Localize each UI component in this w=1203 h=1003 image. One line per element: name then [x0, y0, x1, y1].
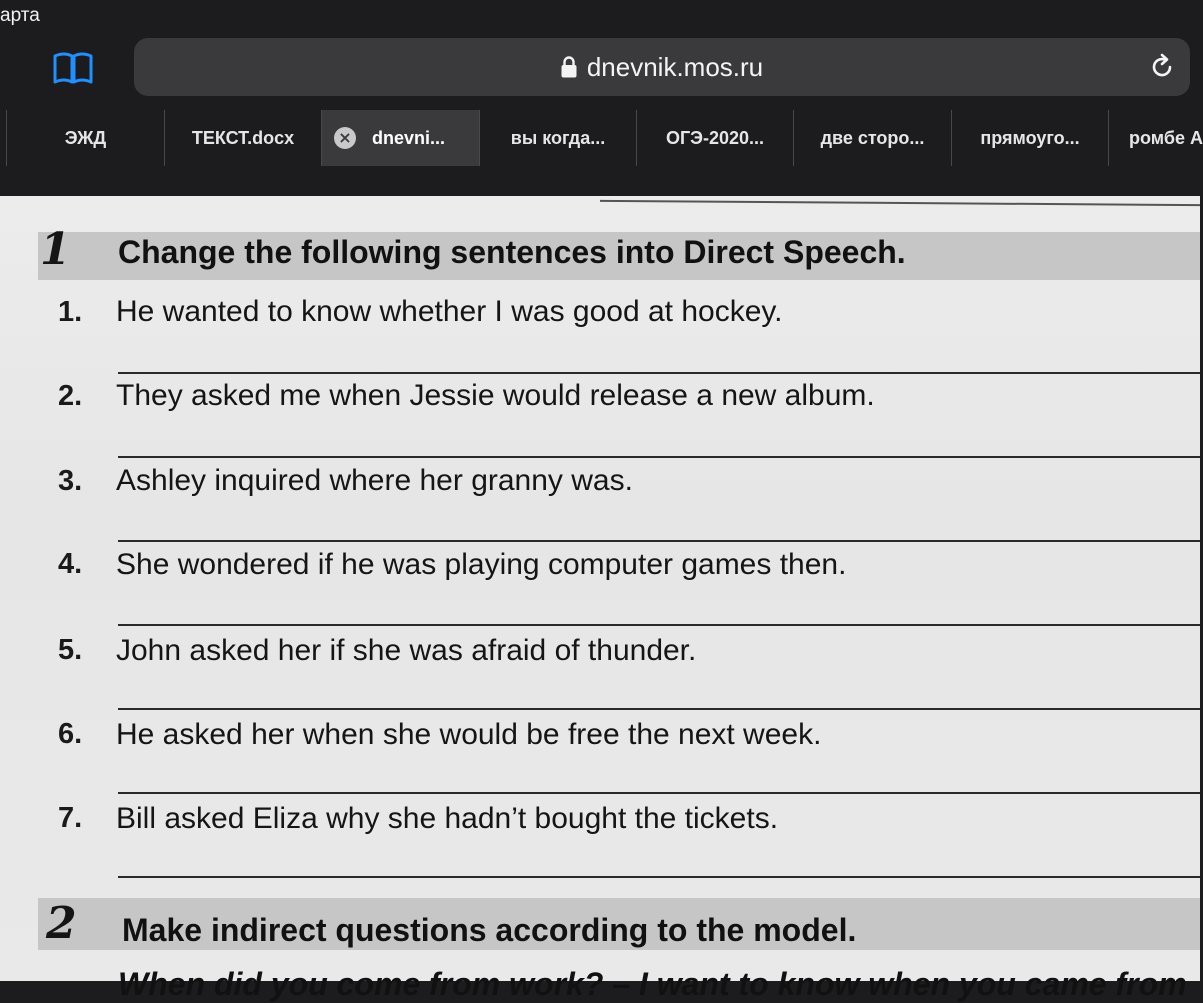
item-sentence: He asked her when she would be free the next week.: [116, 718, 822, 751]
exercise1-title: Change the following sentences into Direct Speech.: [118, 234, 906, 270]
tab-rombe[interactable]: [1108, 110, 1203, 166]
address-content: [134, 38, 1190, 96]
tab-dve-storony[interactable]: [793, 110, 951, 166]
url-text: dnevnik.mos.ru: [586, 51, 764, 82]
item-number: 6.: [58, 718, 83, 750]
book-icon[interactable]: [52, 50, 94, 86]
exercise1-number: 1: [40, 224, 71, 275]
answer-line[interactable]: [118, 624, 1200, 626]
browser-toolbar: [0, 34, 1200, 110]
tab-pryamougolnik[interactable]: [951, 110, 1108, 166]
address-bar[interactable]: [134, 38, 1190, 96]
status-bar: [0, 0, 1200, 34]
answer-line[interactable]: [118, 876, 1200, 878]
tab-label: две сторо...: [820, 127, 925, 148]
close-icon[interactable]: ×: [334, 127, 356, 149]
item-sentence: Ashley inquired where her granny was.: [116, 464, 633, 497]
tab-label: dnevni...: [372, 127, 446, 148]
item-sentence: John asked her if she was afraid of thunder.: [116, 634, 697, 667]
item-number: 2.: [58, 380, 83, 412]
exercise2-number: 2: [46, 898, 77, 949]
item-number: 1.: [58, 296, 83, 328]
status-carrier: арта: [0, 5, 40, 26]
reload-icon[interactable]: [1148, 53, 1176, 81]
tab-label: ЭЖД: [64, 127, 107, 148]
item-sentence: He wanted to know whether I was good at hockey.: [116, 295, 783, 328]
tab-bar: [0, 110, 1203, 166]
item-number: 5.: [58, 634, 83, 666]
exercise2-title: Make indirect questions according to the model.: [122, 912, 857, 948]
exercise2-partial-line: When did you come from work? – I want to know when you came from: [118, 966, 1187, 1002]
item-number: 4.: [58, 548, 83, 580]
tab-label: прямоуго...: [980, 127, 1080, 148]
tab-tekst-docx[interactable]: [164, 110, 321, 166]
page-edge: [600, 200, 1200, 206]
item-sentence: Bill asked Eliza why she hadn’t bought the tickets.: [116, 802, 779, 835]
worksheet-page: [0, 196, 1200, 1002]
answer-line[interactable]: [118, 540, 1200, 542]
tab-label: ромбе А: [1129, 127, 1203, 148]
item-sentence: She wondered if he was playing computer games then.: [116, 548, 847, 581]
tab-dnevnik[interactable]: [321, 110, 479, 166]
tab-label: ОГЭ-2020...: [665, 127, 765, 148]
item-sentence: They asked me when Jessie would release a new album.: [116, 379, 875, 412]
tab-strip-bottom: [0, 166, 1200, 196]
tab-ezhd[interactable]: [6, 110, 164, 166]
answer-line[interactable]: [118, 708, 1200, 710]
answer-line[interactable]: [118, 792, 1200, 794]
lock-icon: [561, 56, 577, 78]
answer-line[interactable]: [118, 372, 1200, 374]
item-number: 7.: [58, 802, 83, 834]
tab-vy-kogda[interactable]: [479, 110, 636, 166]
tab-label: ТЕКСТ.docx: [191, 127, 295, 148]
tab-oge-2020[interactable]: [636, 110, 793, 166]
answer-line[interactable]: [118, 456, 1200, 458]
item-number: 3.: [58, 465, 83, 497]
tab-label: вы когда...: [510, 127, 606, 148]
